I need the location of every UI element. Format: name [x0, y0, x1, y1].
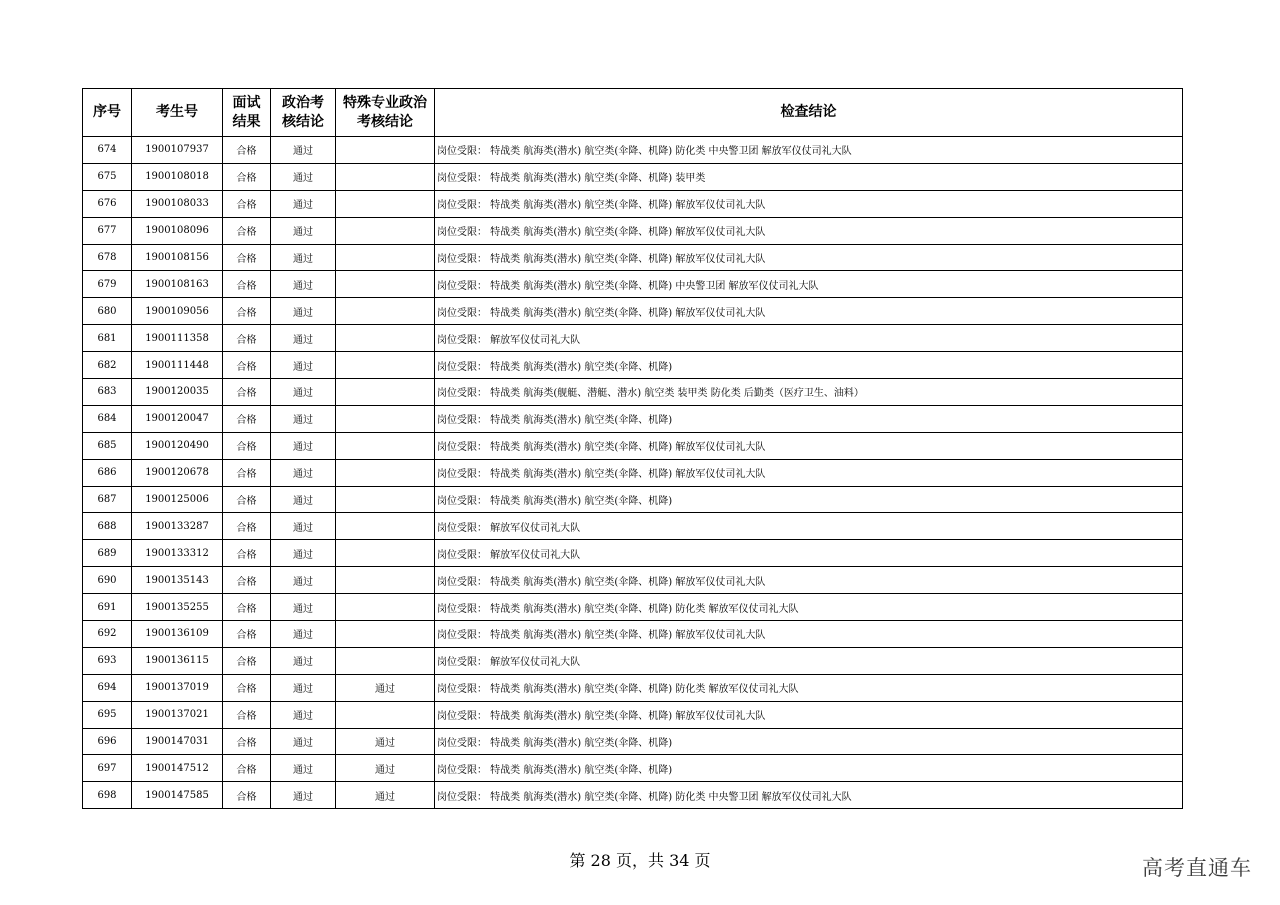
table-row — [83, 621, 1183, 648]
cell-political: 通过 — [271, 163, 336, 190]
cell-political: 通过 — [271, 405, 336, 432]
cell-exam-no: 1900147585 — [132, 782, 223, 809]
cell-special — [336, 513, 435, 540]
cell-interview: 合格 — [223, 540, 271, 567]
cell-interview: 合格 — [223, 325, 271, 352]
table-row — [83, 540, 1183, 567]
table-row — [83, 459, 1183, 486]
cell-special — [336, 459, 435, 486]
table-row — [83, 379, 1183, 406]
cell-seq: 676 — [83, 190, 132, 217]
table-row — [83, 190, 1183, 217]
cell-conclusion: 岗位受限： 特战类 航海类(潜水) 航空类(伞降、机降) 解放军仪仗司礼大队 — [435, 244, 1183, 271]
cell-special — [336, 244, 435, 271]
header-exam-no-line: 考生号 — [156, 104, 198, 120]
table-row — [83, 674, 1183, 701]
table-row — [83, 163, 1183, 190]
cell-conclusion: 岗位受限： 特战类 航海类(潜水) 航空类(伞降、机降) 解放军仪仗司礼大队 — [435, 701, 1183, 728]
table-row — [83, 352, 1183, 379]
cell-interview: 合格 — [223, 728, 271, 755]
cell-seq: 695 — [83, 701, 132, 728]
cell-political: 通过 — [271, 621, 336, 648]
cell-seq: 687 — [83, 486, 132, 513]
cell-political: 通过 — [271, 217, 336, 244]
cell-interview: 合格 — [223, 244, 271, 271]
cell-exam-no: 1900135143 — [132, 567, 223, 594]
cell-political: 通过 — [271, 271, 336, 298]
cell-exam-no: 1900120678 — [132, 459, 223, 486]
cell-special: 通过 — [336, 755, 435, 782]
cell-special — [336, 190, 435, 217]
table-row — [83, 217, 1183, 244]
cell-political: 通过 — [271, 674, 336, 701]
cell-interview: 合格 — [223, 782, 271, 809]
cell-special — [336, 647, 435, 674]
cell-political: 通过 — [271, 701, 336, 728]
cell-exam-no: 1900108033 — [132, 190, 223, 217]
cell-seq: 698 — [83, 782, 132, 809]
cell-interview: 合格 — [223, 298, 271, 325]
cell-exam-no: 1900120035 — [132, 379, 223, 406]
cell-political: 通过 — [271, 244, 336, 271]
cell-exam-no: 1900111358 — [132, 325, 223, 352]
cell-special — [336, 325, 435, 352]
cell-special: 通过 — [336, 728, 435, 755]
header-exam-no — [132, 89, 223, 137]
header-interview — [223, 89, 271, 137]
cell-special — [336, 379, 435, 406]
table-row — [83, 244, 1183, 271]
header-seq-line: 序号 — [93, 104, 121, 120]
cell-interview: 合格 — [223, 594, 271, 621]
cell-special — [336, 594, 435, 621]
table-row — [83, 486, 1183, 513]
cell-political: 通过 — [271, 755, 336, 782]
cell-interview: 合格 — [223, 137, 271, 164]
cell-conclusion: 岗位受限： 特战类 航海类(潜水) 航空类(伞降、机降) 解放军仪仗司礼大队 — [435, 190, 1183, 217]
header-check — [435, 89, 1183, 137]
header-seq — [83, 89, 132, 137]
cell-interview: 合格 — [223, 701, 271, 728]
cell-seq: 690 — [83, 567, 132, 594]
cell-seq: 694 — [83, 674, 132, 701]
cell-political: 通过 — [271, 379, 336, 406]
cell-political: 通过 — [271, 540, 336, 567]
cell-exam-no: 1900108018 — [132, 163, 223, 190]
cell-conclusion: 岗位受限： 特战类 航海类(潜水) 航空类(伞降、机降) 中央警卫团 解放军仪仗司礼大队 — [435, 271, 1183, 298]
cell-conclusion: 岗位受限： 特战类 航海类(潜水) 航空类(伞降、机降) — [435, 352, 1183, 379]
cell-seq: 684 — [83, 405, 132, 432]
cell-conclusion: 岗位受限： 特战类 航海类(潜水) 航空类(伞降、机降) 防化类 解放军仪仗司礼大队 — [435, 594, 1183, 621]
cell-seq: 682 — [83, 352, 132, 379]
header-special-line-1: 特殊专业政治 — [343, 94, 427, 111]
cell-seq: 697 — [83, 755, 132, 782]
cell-political: 通过 — [271, 298, 336, 325]
cell-political: 通过 — [271, 325, 336, 352]
cell-political: 通过 — [271, 137, 336, 164]
cell-exam-no: 1900107937 — [132, 137, 223, 164]
cell-exam-no: 1900120490 — [132, 432, 223, 459]
table-row — [83, 298, 1183, 325]
cell-conclusion: 岗位受限： 特战类 航海类(潜水) 航空类(伞降、机降) 解放军仪仗司礼大队 — [435, 432, 1183, 459]
cell-interview: 合格 — [223, 647, 271, 674]
cell-special — [336, 163, 435, 190]
cell-exam-no: 1900108096 — [132, 217, 223, 244]
table-row — [83, 432, 1183, 459]
cell-interview: 合格 — [223, 432, 271, 459]
cell-political: 通过 — [271, 513, 336, 540]
cell-political: 通过 — [271, 728, 336, 755]
cell-conclusion: 岗位受限： 解放军仪仗司礼大队 — [435, 513, 1183, 540]
cell-exam-no: 1900133287 — [132, 513, 223, 540]
cell-interview: 合格 — [223, 163, 271, 190]
table-row — [83, 513, 1183, 540]
cell-conclusion: 岗位受限： 特战类 航海类(潜水) 航空类(伞降、机降) — [435, 728, 1183, 755]
cell-conclusion: 岗位受限： 特战类 航海类(潜水) 航空类(伞降、机降) 解放军仪仗司礼大队 — [435, 298, 1183, 325]
cell-special — [336, 405, 435, 432]
cell-conclusion: 岗位受限： 特战类 航海类(潜水) 航空类(伞降、机降) 防化类 中央警卫团 解放军仪仗司礼大队 — [435, 137, 1183, 164]
cell-seq: 675 — [83, 163, 132, 190]
cell-seq: 678 — [83, 244, 132, 271]
cell-conclusion: 岗位受限： 特战类 航海类(潜水) 航空类(伞降、机降) — [435, 755, 1183, 782]
cell-special: 通过 — [336, 782, 435, 809]
cell-exam-no: 1900111448 — [132, 352, 223, 379]
cell-special — [336, 432, 435, 459]
cell-conclusion: 岗位受限： 特战类 航海类(潜水) 航空类(伞降、机降) 解放军仪仗司礼大队 — [435, 217, 1183, 244]
cell-special — [336, 217, 435, 244]
cell-seq: 692 — [83, 621, 132, 648]
table-row — [83, 782, 1183, 809]
cell-conclusion: 岗位受限： 特战类 航海类(潜水) 航空类(伞降、机降) 装甲类 — [435, 163, 1183, 190]
table-row — [83, 137, 1183, 164]
table-row — [83, 701, 1183, 728]
cell-exam-no: 1900133312 — [132, 540, 223, 567]
table-row — [83, 647, 1183, 674]
cell-exam-no: 1900108163 — [132, 271, 223, 298]
cell-seq: 685 — [83, 432, 132, 459]
cell-seq: 693 — [83, 647, 132, 674]
header-special — [336, 89, 435, 137]
cell-political: 通过 — [271, 190, 336, 217]
header-special-line-2: 考核结论 — [357, 113, 413, 130]
cell-exam-no: 1900147031 — [132, 728, 223, 755]
cell-interview: 合格 — [223, 271, 271, 298]
cell-interview: 合格 — [223, 352, 271, 379]
cell-special — [336, 621, 435, 648]
cell-seq: 674 — [83, 137, 132, 164]
cell-interview: 合格 — [223, 217, 271, 244]
header-political — [271, 89, 336, 137]
cell-conclusion: 岗位受限： 特战类 航海类(潜水) 航空类(伞降、机降) — [435, 405, 1183, 432]
cell-exam-no: 1900108156 — [132, 244, 223, 271]
cell-special — [336, 137, 435, 164]
header-check-line: 检查结论 — [780, 104, 837, 120]
cell-conclusion: 岗位受限： 特战类 航海类(潜水) 航空类(伞降、机降) — [435, 486, 1183, 513]
cell-exam-no: 1900137019 — [132, 674, 223, 701]
cell-conclusion: 岗位受限： 解放军仪仗司礼大队 — [435, 647, 1183, 674]
table-row — [83, 567, 1183, 594]
header-interview-line-2: 结果 — [232, 113, 261, 130]
cell-seq: 679 — [83, 271, 132, 298]
cell-political: 通过 — [271, 782, 336, 809]
cell-special — [336, 298, 435, 325]
cell-interview: 合格 — [223, 621, 271, 648]
cell-interview: 合格 — [223, 405, 271, 432]
cell-special — [336, 352, 435, 379]
watermark: 高考直通车 — [1142, 856, 1252, 880]
cell-interview: 合格 — [223, 755, 271, 782]
cell-seq: 681 — [83, 325, 132, 352]
table-row — [83, 271, 1183, 298]
table-row — [83, 728, 1183, 755]
cell-conclusion: 岗位受限： 特战类 航海类(潜水) 航空类(伞降、机降) 解放军仪仗司礼大队 — [435, 621, 1183, 648]
cell-seq: 686 — [83, 459, 132, 486]
cell-seq: 677 — [83, 217, 132, 244]
cell-exam-no: 1900147512 — [132, 755, 223, 782]
cell-seq: 689 — [83, 540, 132, 567]
header-political-line-1: 政治考 — [282, 94, 324, 111]
table-row — [83, 325, 1183, 352]
cell-interview: 合格 — [223, 567, 271, 594]
cell-seq: 680 — [83, 298, 132, 325]
cell-interview: 合格 — [223, 379, 271, 406]
page-footer: 第 28 页，共 34 页 — [569, 851, 711, 870]
cell-seq: 683 — [83, 379, 132, 406]
table-row — [83, 755, 1183, 782]
cell-political: 通过 — [271, 352, 336, 379]
results-table — [82, 88, 1183, 809]
cell-interview: 合格 — [223, 459, 271, 486]
cell-political: 通过 — [271, 594, 336, 621]
cell-interview: 合格 — [223, 513, 271, 540]
cell-special — [336, 540, 435, 567]
header-row — [83, 89, 1183, 137]
cell-conclusion: 岗位受限： 特战类 航海类(舰艇、潜艇、潜水) 航空类 装甲类 防化类 后勤类（医疗卫生、油料） — [435, 379, 1183, 406]
cell-interview: 合格 — [223, 674, 271, 701]
header-interview-line-1: 面试 — [232, 94, 261, 111]
cell-exam-no: 1900125006 — [132, 486, 223, 513]
cell-special — [336, 271, 435, 298]
table-row — [83, 405, 1183, 432]
cell-political: 通过 — [271, 432, 336, 459]
cell-exam-no: 1900136109 — [132, 621, 223, 648]
cell-exam-no: 1900137021 — [132, 701, 223, 728]
cell-special — [336, 486, 435, 513]
cell-exam-no: 1900135255 — [132, 594, 223, 621]
cell-interview: 合格 — [223, 486, 271, 513]
cell-exam-no: 1900109056 — [132, 298, 223, 325]
table-row — [83, 594, 1183, 621]
cell-seq: 688 — [83, 513, 132, 540]
cell-political: 通过 — [271, 647, 336, 674]
cell-special — [336, 567, 435, 594]
cell-seq: 696 — [83, 728, 132, 755]
cell-conclusion: 岗位受限： 解放军仪仗司礼大队 — [435, 540, 1183, 567]
cell-political: 通过 — [271, 459, 336, 486]
cell-seq: 691 — [83, 594, 132, 621]
cell-special: 通过 — [336, 674, 435, 701]
cell-political: 通过 — [271, 567, 336, 594]
cell-conclusion: 岗位受限： 解放军仪仗司礼大队 — [435, 325, 1183, 352]
cell-interview: 合格 — [223, 190, 271, 217]
cell-conclusion: 岗位受限： 特战类 航海类(潜水) 航空类(伞降、机降) 防化类 解放军仪仗司礼大队 — [435, 674, 1183, 701]
cell-conclusion: 岗位受限： 特战类 航海类(潜水) 航空类(伞降、机降) 解放军仪仗司礼大队 — [435, 459, 1183, 486]
cell-special — [336, 701, 435, 728]
cell-political: 通过 — [271, 486, 336, 513]
cell-conclusion: 岗位受限： 特战类 航海类(潜水) 航空类(伞降、机降) 防化类 中央警卫团 解放军仪仗司礼大队 — [435, 782, 1183, 809]
header-political-line-2: 核结论 — [282, 113, 324, 130]
cell-exam-no: 1900136115 — [132, 647, 223, 674]
cell-conclusion: 岗位受限： 特战类 航海类(潜水) 航空类(伞降、机降) 解放军仪仗司礼大队 — [435, 567, 1183, 594]
table-body — [83, 137, 1183, 809]
cell-exam-no: 1900120047 — [132, 405, 223, 432]
